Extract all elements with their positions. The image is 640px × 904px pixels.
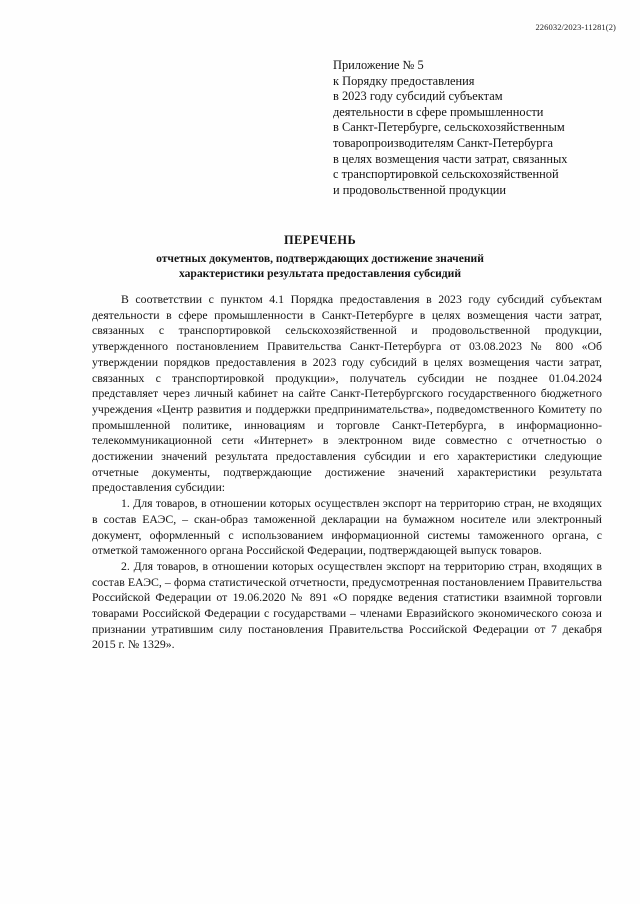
document-registration-number: 226032/2023-11281(2) xyxy=(535,22,616,32)
annex-line: товаропроизводителям Санкт-Петербурга xyxy=(333,135,553,150)
intro-paragraph: В соответствии с пунктом 4.1 Порядка предоставления в 2023 году субсидий субъектам деятельности в сфере промышленности в Санкт-Петербурге в целях возмещения части затрат, связанных с транспортировкой сельскохозяйственной и продовольственной продукции, утвержденного постановлением Правительства Санкт-Петербурга от 03.08.2023 № 800 «Об утверждении порядков предоставления в 2023 году субсидий в целях возмещения части затрат, связанных с транспортировкой продукции», получатель субсидии не позднее 01.04.2024 представляет через личный кабинет на сайте Санкт-Петербургского государственного бюджетного учреждения «Центр развития и поддержки предпринимательства», подведомственного Комитету по промышленной политике, инновациям и торговле Санкт-Петербурга, в информационно-телекоммуникационной сети «Интернет» в электронном виде совместно с отчетностью о достижении значений результата предоставления субсидии и его характеристики следующие отчетные документы, подтверждающие достижение значений характеристики результата предоставления субсидии: xyxy=(92,292,602,495)
annex-line: с транспортировкой сельскохозяйственной xyxy=(333,167,559,182)
annex-line: в целях возмещения части затрат, связанных xyxy=(333,151,568,166)
subtitle-line: отчетных документов, подтверждающих достижение значений xyxy=(156,252,484,265)
annex-line: Приложение № 5 xyxy=(333,58,424,72)
document-subtitle xyxy=(0,251,640,281)
list-item-1: 1. Для товаров, в отношении которых осуществлен экспорт на территорию стран, не входящих в состав ЕАЭС, – скан-образ таможенной декларации на бумажном носителе или электронный документ, оформленный с использованием информационной системы таможенного органа, с отметкой таможенного органа Российской Федерации, подтверждающей выпуск товаров. xyxy=(92,496,602,558)
annex-line: в 2023 году субсидий субъектам xyxy=(333,89,503,104)
annex-line: к Порядку предоставления xyxy=(333,73,475,88)
document-body xyxy=(92,292,602,653)
list-item-2: 2. Для товаров, в отношении которых осуществлен экспорт на территорию стран, входящих в состав ЕАЭС, – форма статистической отчетности, предусмотренная постановлением Правительства Российской Федерации от 19.06.2020 № 891 «О порядке ведения статистики взаимной торговли товарами Российской Федерации с государствами – членами Евразийского экономического союза и признании утратившим силу постановления Правительства Российской Федерации от 7 декабря 2015 г. № 1329». xyxy=(92,558,602,652)
document-title: ПЕРЕЧЕНЬ xyxy=(283,233,357,247)
annex-line: и продовольственной продукции xyxy=(333,182,506,197)
annex-line: деятельности в сфере промышленности xyxy=(333,104,544,119)
annex-header-block xyxy=(333,58,603,198)
subtitle-line: характеристики результата предоставления субсидий xyxy=(178,267,462,280)
annex-line: в Санкт-Петербурге, сельскохозяйственным xyxy=(333,120,565,135)
